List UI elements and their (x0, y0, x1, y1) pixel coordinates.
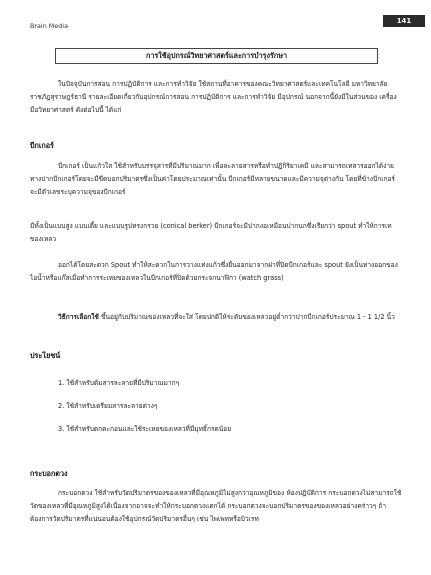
list-item: 3. ใช้สำหรับตกตะกอนและใช้ระเหยของเหลวที่มีมุทธิ์กรดน้อย (58, 425, 232, 433)
section-title: การใช้อุปกรณ์วิทยาศาสตร์และการบำรุงรักษา (55, 48, 378, 64)
beaker-selection-paragraph (30, 311, 402, 324)
cylinder-heading: กระบอกตวง (30, 469, 68, 478)
page-number-badge: 141 (383, 15, 425, 27)
beaker-paragraph-2: มีทั้งเป็นแบบสูง แบบเตี้ย และแบบรูปทรงกรวย (conical berker) บีกเกอร์จะมีปากงอเหมือนปากนกซึ่งเรียกว่า spout ทำให้การเทของเหลว (30, 222, 392, 243)
list-item: 1. ใช้สำหรับต้มสารละลายที่มีปริมาณมากๆ (58, 379, 180, 387)
selection-label: วิธีการเลือกใช้ (58, 313, 99, 321)
cylinder-paragraph: กระบอกตวง ใช้สำหรับวัดปริมาตรของของเหลวที่มีอุณหภูมิไม่สูงกว่าอุณหภูมิของ ห้องปฏิบัติการ กระบอกตวงไม่สามารถใช้วัดของเหลวที่มีอุณหภูมิสูงได้เนื่องจากอาจจะทำให้กระบอกตวงแตกได้ กระบอกตวงจะบอกปริมาตรของของเหลวอย่างคร่าวๆ ถ้าต้องการวัดปริมาตรที่แน่นอนต้องใช้อุปกรณ์วัดปริมาตรอื่นๆ เช่น ไพเพทหรือบิวเรท (30, 489, 402, 523)
benefits-heading: ประโยชน์ (30, 351, 61, 360)
list-item: 2. ใช้สำหรับเตรียมสารละลายต่างๆ (58, 402, 158, 410)
intro-paragraph: ในปัจจุบันการสอน การปฏิบัติการ และการทำวิจัย ใช้สถานที่อาคารของคณะวิทยาศาสตร์และเทคโนโลยี มหาวิทยาลัยราชภัฏสุราษฎร์ธานี รายละเอียดเกี่ยวกับอุปกรณ์การสอน การปฏิบัติการ และการทำวิจัย มีอุปกรณ์ นอกจากนี้ยังมีในส่วนของ เครื่องมือวิทยาศาสตร์ ดังต่อไปนี้ ได้แก่ (30, 80, 397, 114)
brand-label: Brain Media (30, 22, 68, 30)
beaker-heading: บีกเกอร์ (30, 141, 54, 150)
selection-text: ขึ้นอยู่กับปริมาณของเหลวที่จะใส่ โดยปกติให้ระดับของเหลวอยู่ต่ำกว่าปากบีกเกอร์ประมาณ 1 - 1 1/2 นิ้ว (98, 313, 395, 321)
beaker-paragraph-1: บีกเกอร์ เป็นแก้วใส ใช้สำหรับบรรจุสารที่มีปริมาณมาก เพื่อละลายสารหรือทำปฏิกิริยาเคมี และสามารถเทสารออกได้ง่ายทางปากบีกเกอร์โดยจะมีขีดบอกปริมาตรซึ่งเป็นค่าโดยประมาณเท่านั้น บีกเกอร์มีหลายขนาดและมีความจุต่างกัน โดยที่ข้างบีกเกอร์จะมีตัวเลขระบุความจุของบีกเกอร์ (30, 162, 395, 196)
beaker-paragraph-3: ออกได้โดยสะดวก Spout ทำให้สะดวกในการวางแท่งแก้วซึ่งยื่นออกมาจากฝาที่ปิดบีกเกอร์และ spout ยังเป็นทางออกของไอน้ำหรือแก๊สเมื่อทำการระเหยของเหลวในบีกเกอร์ที่ปิดด้วยกระจกนาฬิกา (watch grass) (30, 261, 398, 282)
